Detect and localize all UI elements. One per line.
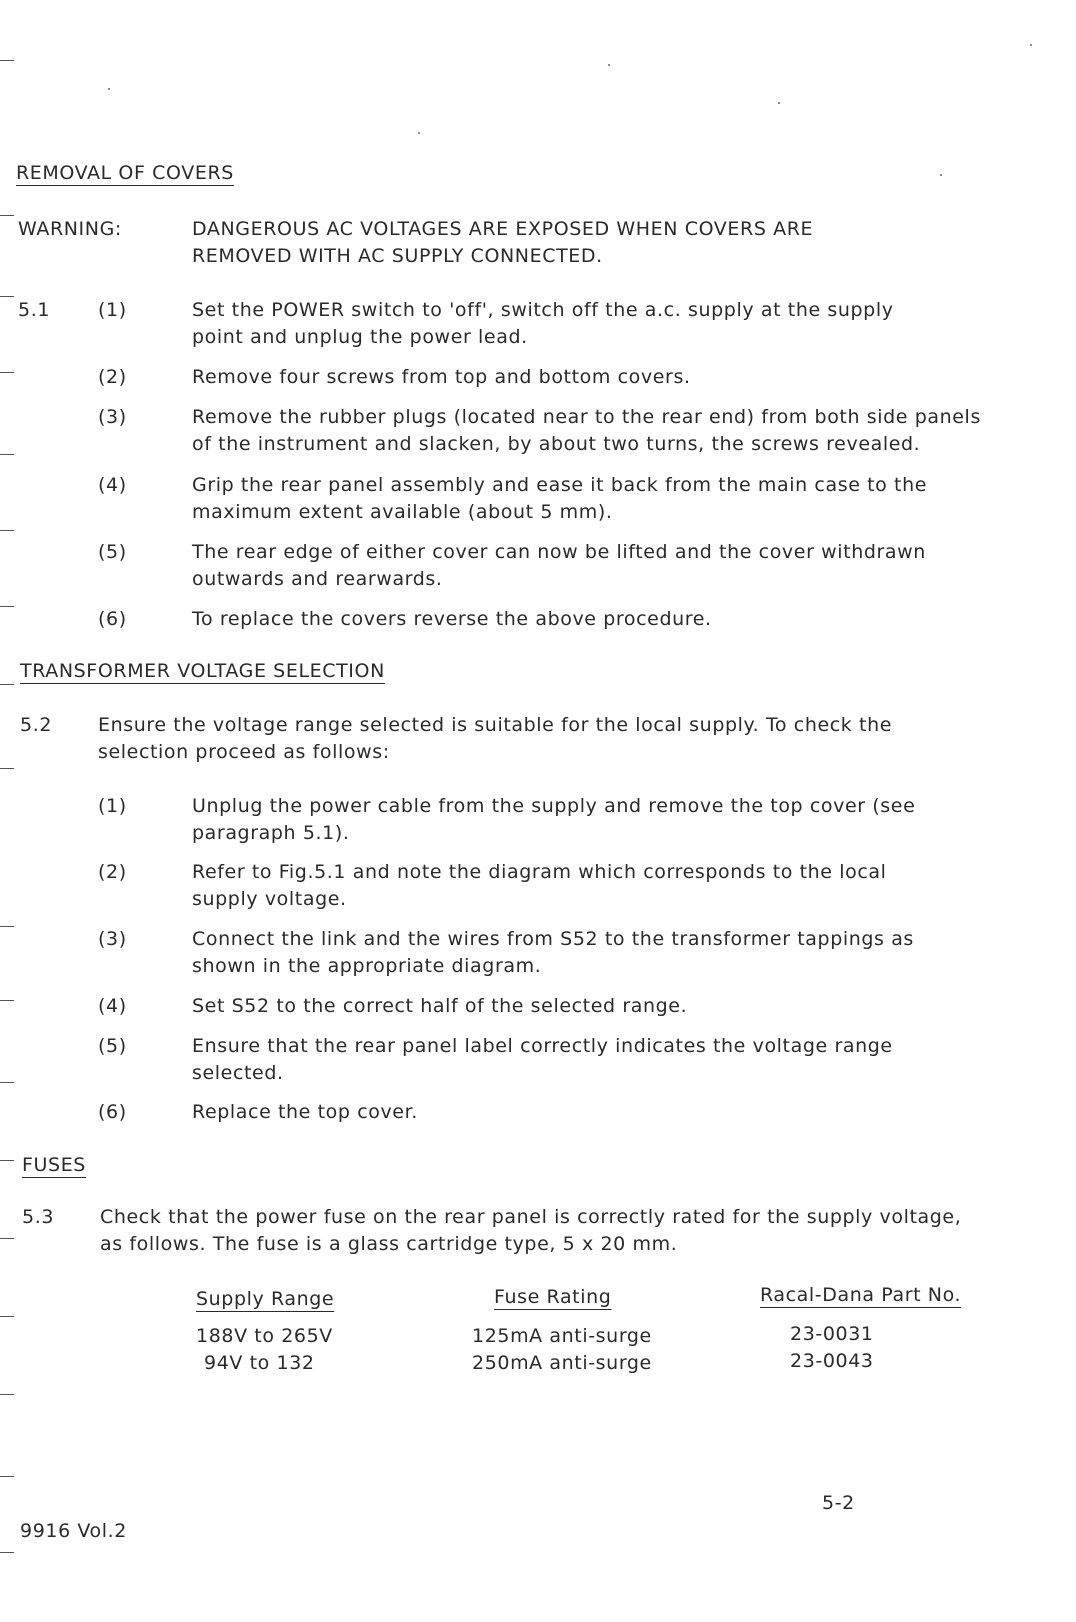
step-text-line2: point and unplug the power lead. [192,326,528,348]
paragraph-text-line1: Check that the power fuse on the rear panel is correctly rated for the supply voltage, [100,1206,962,1228]
table-cell-fuse-rating: 125mA anti-surge [472,1325,652,1347]
section-heading-transformer-voltage-selection: TRANSFORMER VOLTAGE SELECTION [20,660,385,682]
step-text-line2: selected. [192,1062,284,1084]
step-text-line1: Replace the top cover. [192,1101,418,1123]
table-cell-part-number: 23-0031 [790,1323,874,1345]
step-text-line1: The rear edge of either cover can now be lifted and the cover withdrawn [192,541,926,563]
step-number: (3) [98,928,127,950]
table-cell-supply-range: 94V to 132 [204,1352,315,1374]
section-heading-removal-of-covers: REMOVAL OF COVERS [16,162,234,184]
paragraph-text-line2: as follows. The fuse is a glass cartridge type, 5 x 20 mm. [100,1233,678,1255]
paragraph-text-line1: Ensure the voltage range selected is suitable for the local supply. To check the [98,714,893,736]
table-cell-part-number: 23-0043 [790,1350,874,1372]
step-number: (4) [98,995,127,1017]
step-text-line1: Set the POWER switch to 'off', switch off the a.c. supply at the supply [192,299,894,321]
table-header-supply-range: Supply Range [196,1288,335,1310]
step-number: (1) [98,299,127,321]
step-number: (3) [98,406,127,428]
step-text-line1: Remove four screws from top and bottom covers. [192,366,691,388]
step-number: (5) [98,541,127,563]
step-number: (4) [98,474,127,496]
paragraph-number-5-3: 5.3 [22,1206,55,1228]
step-text-line1: Grip the rear panel assembly and ease it back from the main case to the [192,474,928,496]
section-heading-fuses: FUSES [22,1154,86,1176]
step-number: (6) [98,1101,127,1123]
step-number: (2) [98,366,127,388]
step-number: (6) [98,608,127,630]
document-id: 9916 Vol.2 [20,1520,127,1542]
step-text-line1: Set S52 to the correct half of the selected range. [192,995,688,1017]
paragraph-number-5-1: 5.1 [18,299,51,321]
paragraph-text-line2: selection proceed as follows: [98,741,390,763]
warning-label: WARNING: [18,218,122,240]
paragraph-number-5-2: 5.2 [20,714,53,736]
step-text-line2: of the instrument and slacken, by about two turns, the screws revealed. [192,433,921,455]
step-text-line1: Refer to Fig.5.1 and note the diagram which corresponds to the local [192,861,887,883]
table-cell-supply-range: 188V to 265V [196,1325,333,1347]
step-text-line2: outwards and rearwards. [192,568,443,590]
step-text-line1: Connect the link and the wires from S52 to the transformer tappings as [192,928,914,950]
warning-text-line1: DANGEROUS AC VOLTAGES ARE EXPOSED WHEN COVERS ARE [192,218,814,240]
table-header-fuse-rating: Fuse Rating [494,1286,612,1308]
page-number: 5-2 [822,1492,855,1514]
step-number: (5) [98,1035,127,1057]
step-text-line2: maximum extent available (about 5 mm). [192,501,613,523]
step-text-line2: paragraph 5.1). [192,822,350,844]
table-header-part-number: Racal-Dana Part No. [760,1284,962,1306]
step-number: (2) [98,861,127,883]
step-text-line1: Ensure that the rear panel label correctly indicates the voltage range [192,1035,893,1057]
warning-text-line2: REMOVED WITH AC SUPPLY CONNECTED. [192,245,603,267]
step-text-line1: Unplug the power cable from the supply and remove the top cover (see [192,795,916,817]
step-text-line2: shown in the appropriate diagram. [192,955,542,977]
step-text-line2: supply voltage. [192,888,347,910]
step-number: (1) [98,795,127,817]
step-text-line1: To replace the covers reverse the above procedure. [192,608,712,630]
step-text-line1: Remove the rubber plugs (located near to the rear end) from both side panels [192,406,981,428]
table-cell-fuse-rating: 250mA anti-surge [472,1352,652,1374]
